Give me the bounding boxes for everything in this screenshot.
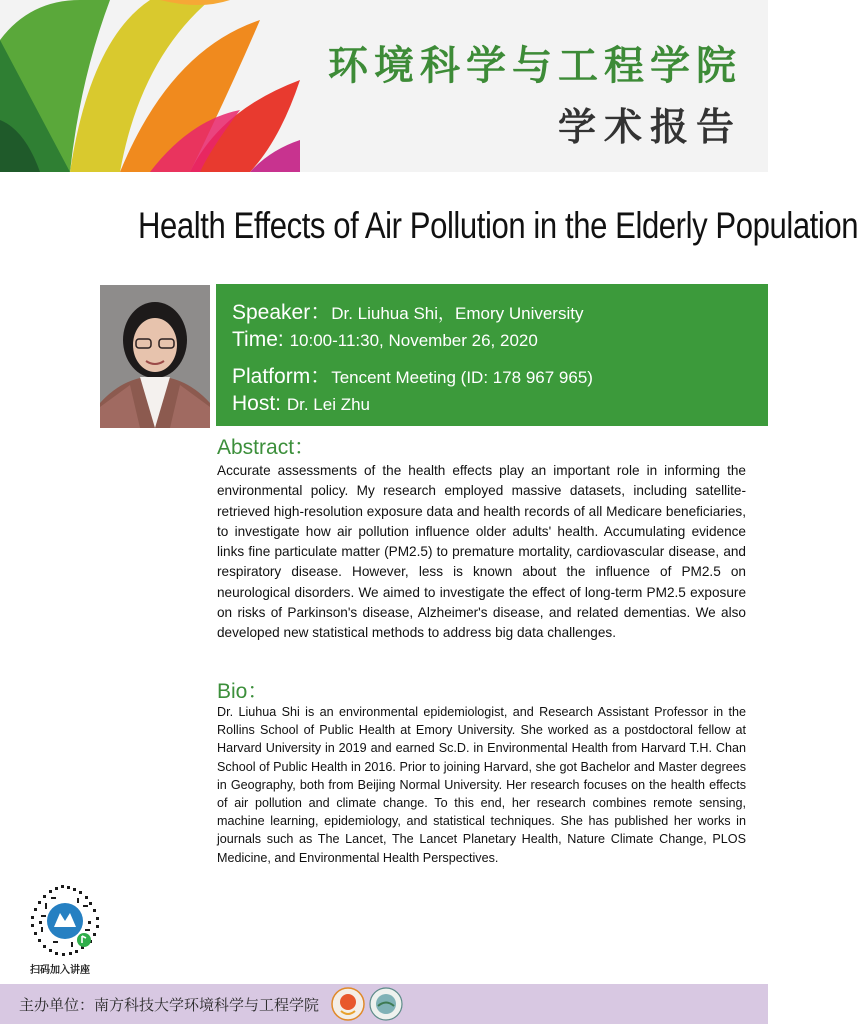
platform-value: Tencent Meeting (ID: 178 967 965) [331, 368, 593, 387]
school-name: 环境科学与工程学院 [328, 42, 742, 89]
qr-code[interactable] [27, 883, 103, 959]
speaker-portrait-icon [100, 285, 210, 428]
qr-label: 扫码加入讲座 [30, 965, 90, 976]
abstract-heading: Abstract： [217, 436, 316, 459]
bio-heading: Bio： [217, 680, 269, 703]
platform-row [232, 360, 593, 390]
bio-text: Dr. Liuhua Shi is an environmental epidemiologist, and Research Assistant Professor in the Rollins School of Public Health at Emory University. She worked as a postdoctoral fellow at Harvard University in 2019 and earned Sc.D. in Environmental Health from Harvard T.H. Chan School of Public Health in 2016. Prior to joining Harvard, she got Bachelor and Master degrees in Geography, both from Beijing Normal University. Her research focuses on the health effects of air pollution and climate change. To this end, her research combines remote sensing, machine learning, epidemiology, and statistical techniques. She has published her works in journals such as The Lancet, The Lancet Planetary Health, Nature Climate Change, PLOS Medicine, and Environmental Health Perspectives. [217, 705, 746, 865]
organizer-text: 主办单位：南方科技大学环境科学与工程学院 [19, 996, 320, 1014]
flower-petals-decoration [0, 0, 300, 172]
info-panel [216, 284, 768, 426]
environment-school-logo-icon [369, 987, 403, 1021]
report-type: 学术报告 [557, 104, 742, 149]
footer-bar [0, 984, 768, 1024]
speaker-photo [100, 285, 210, 428]
speaker-row [232, 296, 583, 326]
host-value: Dr. Lei Zhu [286, 395, 371, 414]
header-banner [0, 0, 768, 172]
time-row [232, 328, 538, 352]
time-label: Time: [232, 328, 290, 351]
time-value: 10:00-11:30, November 26, 2020 [289, 331, 538, 350]
qr-code-icon [27, 883, 103, 959]
sustech-logo-icon [331, 987, 365, 1021]
talk-title: Health Effects of Air Pollution in the Elderly Population [138, 205, 858, 246]
speaker-label: Speaker： [232, 301, 332, 324]
host-row [232, 392, 370, 416]
speaker-value: Dr. Liuhua Shi，Emory University [331, 304, 584, 323]
platform-label: Platform： [232, 365, 332, 388]
host-label: Host: [232, 392, 287, 415]
abstract-text: Accurate assessments of the health effects play an important role in informing the environmental policy. My research employed massive datasets, including satellite-retrieved high-resolution exposure data and health records of all Medicare beneficiaries, to investigate how air pollution influence older adults' health. Accumulating evidence links fine particulate matter (PM2.5) to premature mortality, cardiovascular disease, and respiratory disease. However, less is known about the influence of PM2.5 on neurological disorders. We aimed to investigate the effect of long-term PM2.5 exposure on risks of Parkinson's disease, Alzheimer's disease, and related dementias. We also developed new statistical methods to address big data challenges. [217, 463, 746, 641]
